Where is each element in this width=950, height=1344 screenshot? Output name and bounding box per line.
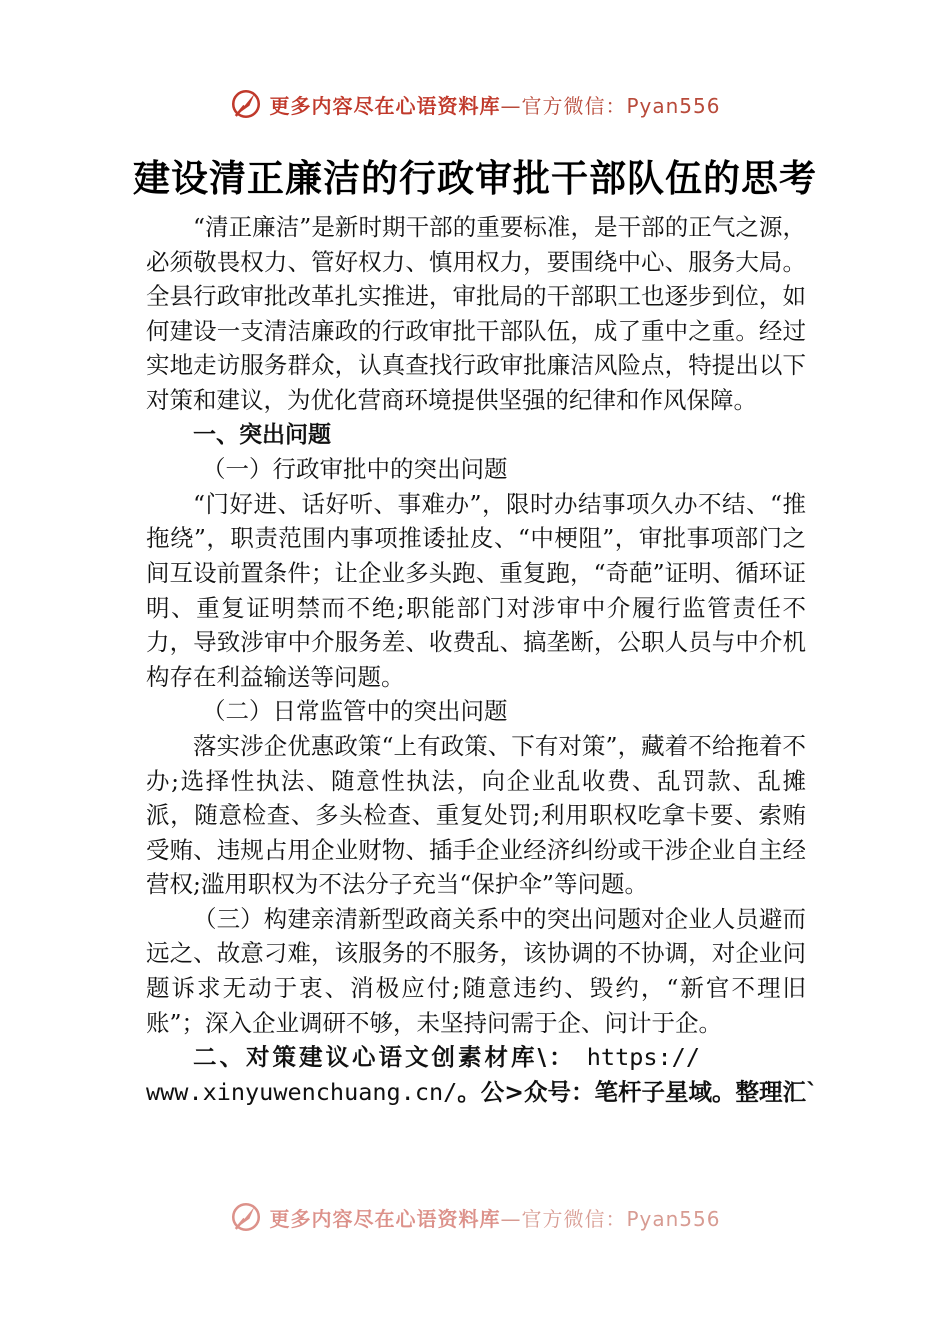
section-heading-2-tail: 。公>众号：笔杆子星域。整理汇` xyxy=(457,1077,818,1106)
watermark-bottom xyxy=(0,1202,950,1232)
source-url-part1: https:// xyxy=(586,1043,700,1072)
section-heading-1: 一、突出问题 xyxy=(193,421,331,448)
section-heading-2-continued xyxy=(146,1075,818,1110)
section-heading-2-text: 二、对策建议心语文创素材库\： xyxy=(193,1043,576,1072)
document-body xyxy=(146,210,818,1109)
paragraph-relations-issues: （三）构建亲清新型政商关系中的突出问题对企业人员避而远之、故意刁难，该服务的不服务，该协调的不协调，对企业问题诉求无动于衷、消极应付;随意违约、毁约，“新官不理旧账”；深入企业调研不够，未坚持问需于企、问计于企。 xyxy=(146,904,806,1037)
feather-logo-icon xyxy=(229,1202,263,1232)
watermark-top xyxy=(0,84,950,124)
paragraph-approval-issues: “门好进、话好听、事难办”，限时办结事项久办不结、“推拖绕”，职责范围内事项推诿扯皮、“中梗阻”，审批事项部门之间互设前置条件；让企业多头跑、重复跑，“奇葩”证明、循环证明、重复证明禁而不绝;职能部门对涉审中介履行监管责任不力，导致涉审中介服务差、收费乱、搞垄断，公职人员与中介机构存在利益输送等问题。 xyxy=(146,489,806,691)
watermark-text-pre: 更多内容尽在心语资料库 xyxy=(269,93,501,118)
document-title: 建设清正廉洁的行政审批干部队伍的思考 xyxy=(133,156,817,200)
section-heading-2 xyxy=(146,1040,806,1075)
subsection-heading-1: （一）行政审批中的突出问题 xyxy=(202,455,508,484)
watermark-text-post: —官方微信：Pyan556 xyxy=(500,1206,721,1231)
watermark-text-pre: 更多内容尽在心语资料库 xyxy=(269,1206,501,1231)
paragraph-supervision-issues: 落实涉企优惠政策“上有政策、下有对策”，藏着不给拖着不办;选择性执法、随意性执法，向企业乱收费、乱罚款、乱摊派，随意检查、多头检查、重复处罚;利用职权吃拿卡要、索贿受贿、违规占用企业财物、插手企业经济纠纷或干涉企业自主经营权;滥用职权为不法分子充当“保护伞”等问题。 xyxy=(146,731,806,899)
subsection-heading-2: （二）日常监管中的突出问题 xyxy=(202,697,508,726)
feather-logo-icon xyxy=(229,87,263,121)
paragraph-intro: “清正廉洁”是新时期干部的重要标准，是干部的正气之源，必须敬畏权力、管好权力、慎用权力，要围绕中心、服务大局。全县行政审批改革扎实推进，审批局的干部职工也逐步到位，如何建设一支清洁廉政的行政审批干部队伍，成了重中之重。经过实地走访服务群众，认真查找行政审批廉洁风险点，特提出以下对策和建议，为优化营商环境提供坚强的纪律和作风保障。 xyxy=(146,213,806,414)
source-url-part2: www.xinyuwenchuang.cn/ xyxy=(146,1077,458,1106)
watermark-text-post: —官方微信：Pyan556 xyxy=(500,93,721,118)
